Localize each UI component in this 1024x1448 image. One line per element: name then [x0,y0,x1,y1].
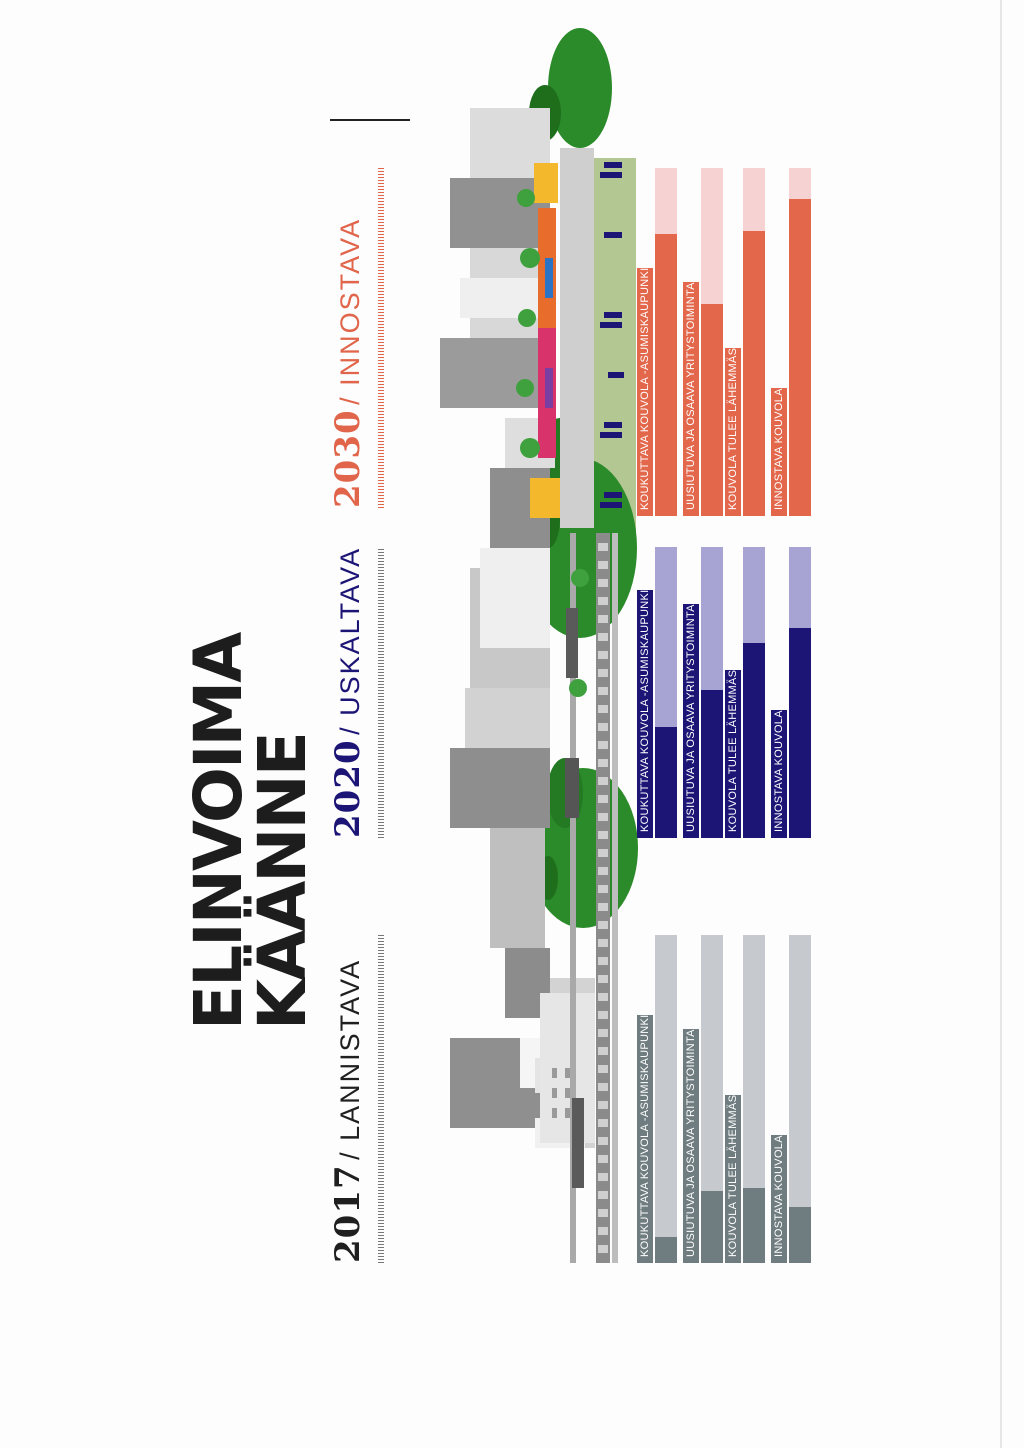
railway-tie [598,687,608,695]
title-line-1: ELINVOIMA [180,633,257,1030]
bar-fill [701,690,723,838]
bar-fill [743,643,765,838]
railway-tie [598,1083,608,1091]
bar-fill [655,234,677,516]
train-2017 [572,1098,584,1188]
railway-tie [598,543,608,551]
bar-label: INNOSTAVA KOUVOLA [771,710,787,838]
railway-tie [598,633,608,641]
railway-tie [598,903,608,911]
bus-2030 [530,478,560,518]
railway-tie [598,723,608,731]
railway-tie [598,1155,608,1163]
bar-label: KOUVOLA TULEE LÄHEMMÄS [725,670,741,838]
railway-tie [598,777,608,785]
title-line-2: KÄÄNNE [244,733,321,1030]
railway-tie [598,885,608,893]
railway-tie [598,579,608,587]
era-year: 2020 [328,739,368,838]
railway-tie [598,939,608,947]
railway-tie [598,669,608,677]
bar-fill [789,199,811,516]
era-header-2030 [328,218,368,508]
railway-tie [598,651,608,659]
era-year: 2030 [328,409,368,508]
bar-label: KOUVOLA TULEE LÄHEMMÄS [725,348,741,516]
railway-tie [598,867,608,875]
railway-tie [598,561,608,569]
bar-label: INNOSTAVA KOUVOLA [771,1135,787,1263]
bar-fill [789,628,811,838]
railway-tie [598,615,608,623]
bar-fill [789,1207,811,1263]
bar-label: UUSIUTUVA JA OSAAVA YRITYSTOIMINTA [683,1029,699,1263]
railway-tie [598,795,608,803]
railway-tie [598,993,608,1001]
bar-fill [655,1237,677,1263]
bar-label: KOUKUTTAVA KOUVOLA -ASUMISKAUPUNKI [637,1015,653,1263]
railway-tie [598,975,608,983]
railway-tie [598,1173,608,1181]
railway-tie [598,813,608,821]
railway-tie [598,1227,608,1235]
railway-tie [598,759,608,767]
railway-tie [598,1029,608,1037]
bar-fill [743,1188,765,1263]
era-subtitle: / LANNISTAVA [335,958,365,1160]
bar-label: UUSIUTUVA JA OSAAVA YRITYSTOIMINTA [683,604,699,838]
railway-tie [598,705,608,713]
railway-tie [598,849,608,857]
era-divider [378,168,384,508]
era-divider [378,933,384,1263]
era-year: 2017 [328,1164,368,1263]
bar-label: UUSIUTUVA JA OSAAVA YRITYSTOIMINTA [683,282,699,516]
railway-tie [598,597,608,605]
era-header-2020 [328,547,368,838]
railway-tie [598,1119,608,1127]
railway-tie [598,831,608,839]
bar-fill [701,304,723,516]
bar-fill [701,1191,723,1263]
era-header-2017 [328,959,368,1263]
era-subtitle: / INNOSTAVA [335,217,365,405]
railway-tie [598,1137,608,1145]
railway-tie [598,921,608,929]
railway-tie [598,741,608,749]
railway [596,533,610,1263]
railway-tie [598,1047,608,1055]
bar-fill [655,727,677,838]
railway-tie [598,1245,608,1253]
bar-label: KOUVOLA TULEE LÄHEMMÄS [725,1095,741,1263]
railway-tie [598,1011,608,1019]
railway-tie [598,1209,608,1217]
era-subtitle: / USKALTAVA [335,546,365,735]
railway-tie [598,1065,608,1073]
bar-label: INNOSTAVA KOUVOLA [771,388,787,516]
bar-label: KOUKUTTAVA KOUVOLA -ASUMISKAUPUNKI [637,268,653,516]
bar-label: KOUKUTTAVA KOUVOLA -ASUMISKAUPUNKI [637,590,653,838]
railway-tie [598,1101,608,1109]
era-divider [378,548,384,838]
bar-fill [743,231,765,516]
bar-track [655,935,677,1263]
railway-tie [598,957,608,965]
railway-tie [598,1191,608,1199]
